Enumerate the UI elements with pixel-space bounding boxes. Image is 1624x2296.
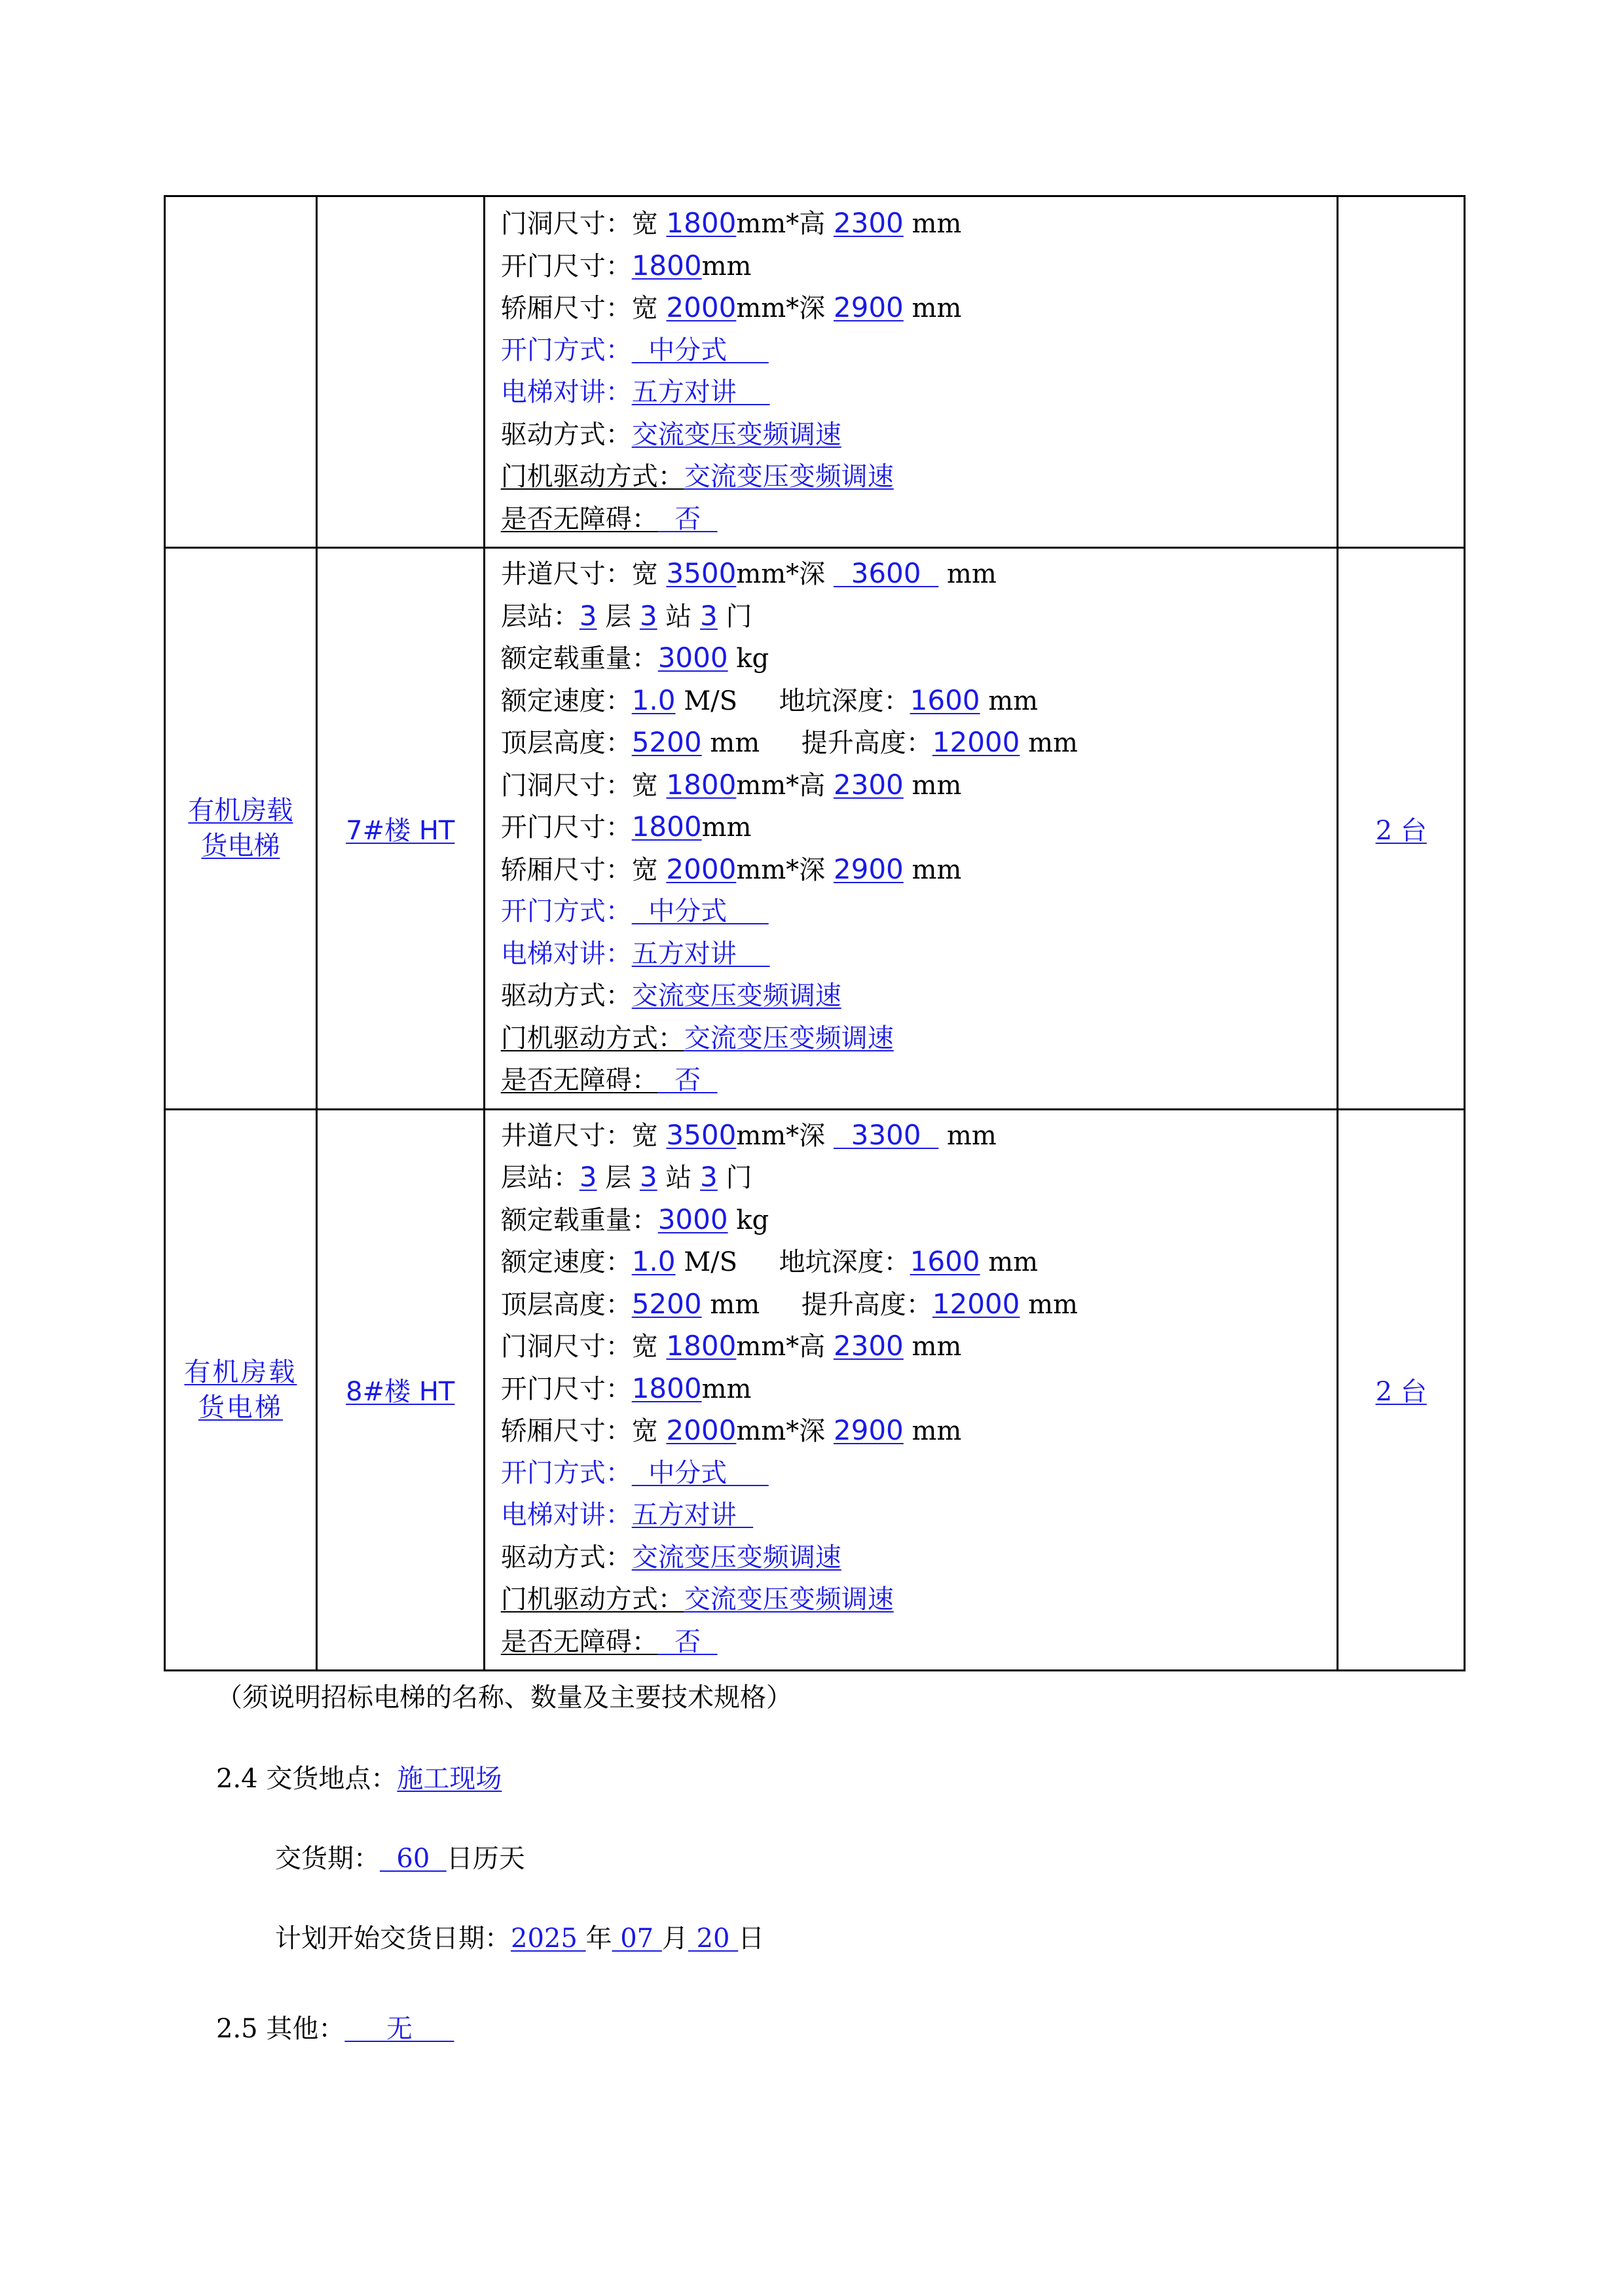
other-value: 无 xyxy=(344,2014,454,2044)
elevator-type-cell: 有机房载货电梯 xyxy=(165,548,317,1110)
drive-line: 驱动方式：交流变压变频调速 xyxy=(500,1542,841,1573)
delivery-place-line xyxy=(216,1761,502,1796)
open-mode-line: 开门方式： 中分式 xyxy=(500,896,769,926)
delivery-period-line: 交货期： 60 日历天 xyxy=(275,1844,525,1874)
quantity-cell: 2 台 xyxy=(1338,1109,1465,1671)
open-size-line: 开门尺寸：1800mm xyxy=(500,249,752,282)
door-drive-line: 门机驱动方式：交流变压变频调速 xyxy=(500,1584,894,1614)
spec-cell xyxy=(484,548,1338,1110)
quantity-cell: 2 台 xyxy=(1338,548,1465,1110)
barrier-free-line: 是否无障碍： 否 xyxy=(500,1065,718,1095)
intercom-line: 电梯对讲：五方对讲 xyxy=(500,377,770,407)
elevator-type-cell: 有机房载货电梯 xyxy=(165,1109,317,1671)
delivery-period-value: 60 xyxy=(380,1844,447,1874)
open-size-line: 开门尺寸：1800mm xyxy=(500,811,752,843)
barrier-free-line: 是否无障碍： 否 xyxy=(500,503,718,534)
car-size-line: 轿厢尺寸：宽 2000mm*深 2900 mm xyxy=(500,291,962,323)
door-hole-line: 门洞尺寸：宽 1800mm*高 2300 mm xyxy=(500,768,962,801)
delivery-place-value: 施工现场 xyxy=(397,1764,502,1794)
delivery-place-label: 2.4 交货地点： xyxy=(216,1764,397,1794)
delivery-start-date-line: 计划开始交货日期：2025 年 07 月 20 日 xyxy=(275,1923,765,1954)
drive-line: 驱动方式：交流变压变频调速 xyxy=(500,419,841,450)
type-cell-empty xyxy=(165,196,317,548)
spec-cell xyxy=(484,196,1338,548)
barrier-free-line: 是否无障碍： 否 xyxy=(500,1626,718,1657)
qty-cell-empty xyxy=(1338,196,1465,548)
shaft-size-line: 井道尺寸：宽 3500mm*深 3300 mm xyxy=(500,1118,997,1151)
speed-pit-line: 额定速度：1.0 M/S 地坑深度：1600 mm xyxy=(500,683,1039,716)
intercom-line: 电梯对讲：五方对讲 xyxy=(500,938,770,969)
table-row xyxy=(165,1109,1465,1671)
shaft-size-line: 井道尺寸：宽 3500mm*深 3600 mm xyxy=(500,557,997,589)
spec-cell xyxy=(484,1109,1338,1671)
intercom-line: 电梯对讲：五方对讲 xyxy=(500,1500,754,1530)
top-lift-line: 顶层高度：5200 mm 提升高度：12000 mm xyxy=(500,1287,1078,1320)
floors-line: 层站：3 层 3 站 3 门 xyxy=(500,1161,752,1193)
table-row-continued xyxy=(165,196,1465,548)
car-size-line: 轿厢尺寸：宽 2000mm*深 2900 mm xyxy=(500,852,962,885)
elevator-spec-table xyxy=(164,195,1466,1671)
door-drive-line: 门机驱动方式：交流变压变频调速 xyxy=(500,462,894,492)
open-size-line: 开门尺寸：1800mm xyxy=(500,1372,752,1404)
building-cell: 8#楼 HT xyxy=(316,1109,484,1671)
open-mode-line: 开门方式： 中分式 xyxy=(500,335,769,365)
speed-pit-line: 额定速度：1.0 M/S 地坑深度：1600 mm xyxy=(500,1245,1039,1277)
drive-line: 驱动方式：交流变压变频调速 xyxy=(500,981,841,1011)
rated-load-line: 额定载重量：3000 kg xyxy=(500,1203,769,1235)
spec-note: （须说明招标电梯的名称、数量及主要技术规格） xyxy=(216,1683,792,1713)
open-mode-line: 开门方式： 中分式 xyxy=(500,1457,769,1488)
door-hole-line: 门洞尺寸：宽 1800mm*高 2300 mm xyxy=(500,1330,962,1362)
car-size-line: 轿厢尺寸：宽 2000mm*深 2900 mm xyxy=(500,1414,962,1446)
other-line: 2.5 其他： 无 xyxy=(216,2014,454,2044)
floors-line: 层站：3 层 3 站 3 门 xyxy=(500,599,752,632)
door-hole-line: 门洞尺寸：宽 1800mm*高 2300 mm xyxy=(500,207,962,239)
building-cell: 7#楼 HT xyxy=(316,548,484,1110)
door-drive-line: 门机驱动方式：交流变压变频调速 xyxy=(500,1023,894,1053)
rated-load-line: 额定载重量：3000 kg xyxy=(500,642,769,674)
table-row xyxy=(165,548,1465,1110)
building-cell-empty xyxy=(316,196,484,548)
top-lift-line: 顶层高度：5200 mm 提升高度：12000 mm xyxy=(500,726,1078,758)
